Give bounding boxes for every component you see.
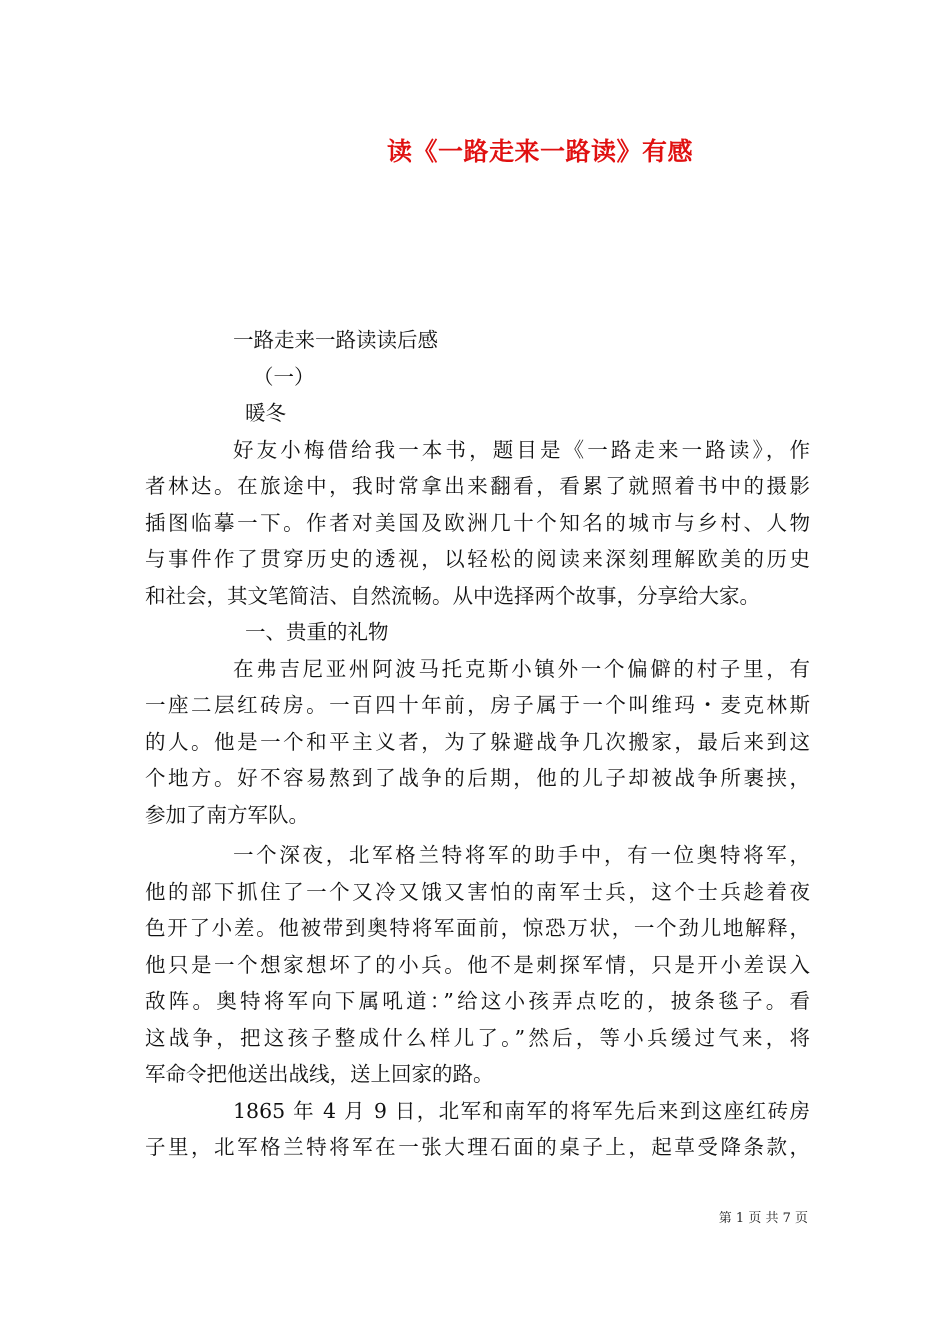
- paragraph-line: 者林达。在旅途中，我时常拿出来翻看，看累了就照着书中的摄影: [145, 474, 810, 498]
- paragraph-line: 和社会，其文笔简洁、自然流畅。从中选择两个故事，分享给大家。: [145, 583, 760, 608]
- paragraph-1: [145, 432, 810, 615]
- paragraph-line: 子里，北军格兰特将军在一张大理石面的桌子上，起草受降条款，: [145, 1135, 810, 1159]
- section-number: （一）: [253, 364, 315, 389]
- paragraph-line: 敌阵。奥特将军向下属吼道：”给这小孩弄点吃的，披条毯子。看: [145, 989, 810, 1013]
- document-title: 读《一路走来一路读》有感: [386, 137, 693, 166]
- document-body: [145, 322, 810, 1166]
- paragraph-line: 个地方。好不容易熬到了战争的后期，他的儿子却被战争所裹挟，: [145, 766, 810, 790]
- paragraph-line: 一个深夜，北军格兰特将军的助手中，有一位奥特将军，: [233, 843, 810, 867]
- section-heading: 一、贵重的礼物: [245, 620, 389, 644]
- paragraph-4: [145, 1093, 810, 1166]
- paragraph-line: 色开了小差。他被带到奥特将军面前，惊恐万状，一个劲儿地解释，: [145, 916, 810, 940]
- paragraph-line: 一座二层红砖房。一百四十年前，房子属于一个叫维玛・麦克林斯: [145, 693, 810, 717]
- paragraph-line: 他的部下抓住了一个又冷又饿又害怕的南军士兵，这个士兵趁着夜: [145, 879, 810, 904]
- paragraph-line: 他只是一个想家想坏了的小兵。他不是刺探军情，只是开小差误入: [145, 952, 810, 977]
- author-name: 暖冬: [245, 401, 286, 425]
- paragraph-line: 在弗吉尼亚州阿波马托克斯小镇外一个偏僻的村子里，有: [233, 656, 810, 681]
- paragraph-line: 参加了南方军队。: [145, 802, 309, 827]
- paragraph-line: 1865 年 4 月 9 日，北军和南军的将军先后来到这座红砖房: [233, 1098, 810, 1123]
- paragraph-line: 插图临摹一下。作者对美国及欧洲几十个知名的城市与乡村、人物: [145, 510, 810, 535]
- paragraph-line: 的人。他是一个和平主义者，为了躲避战争几次搬家，最后来到这: [145, 729, 810, 754]
- page-number: 第 1 页 共 7 页: [718, 1211, 808, 1226]
- paragraph-line: 军命令把他送出战线，送上回家的路。: [145, 1062, 494, 1086]
- subtitle: 一路走来一路读读后感: [233, 328, 438, 352]
- paragraph-3: [145, 837, 810, 1093]
- paragraph-line: 这战争，把这孩子整成什么样儿了。”然后，等小兵缓过气来，将: [145, 1025, 810, 1050]
- paragraph-line: 与事件作了贯穿历史的透视，以轻松的阅读来深刻理解欧美的历史: [145, 547, 810, 571]
- paragraph-line: 好友小梅借给我一本书，题目是《一路走来一路读》，作: [233, 437, 810, 462]
- paragraph-2: [145, 651, 810, 834]
